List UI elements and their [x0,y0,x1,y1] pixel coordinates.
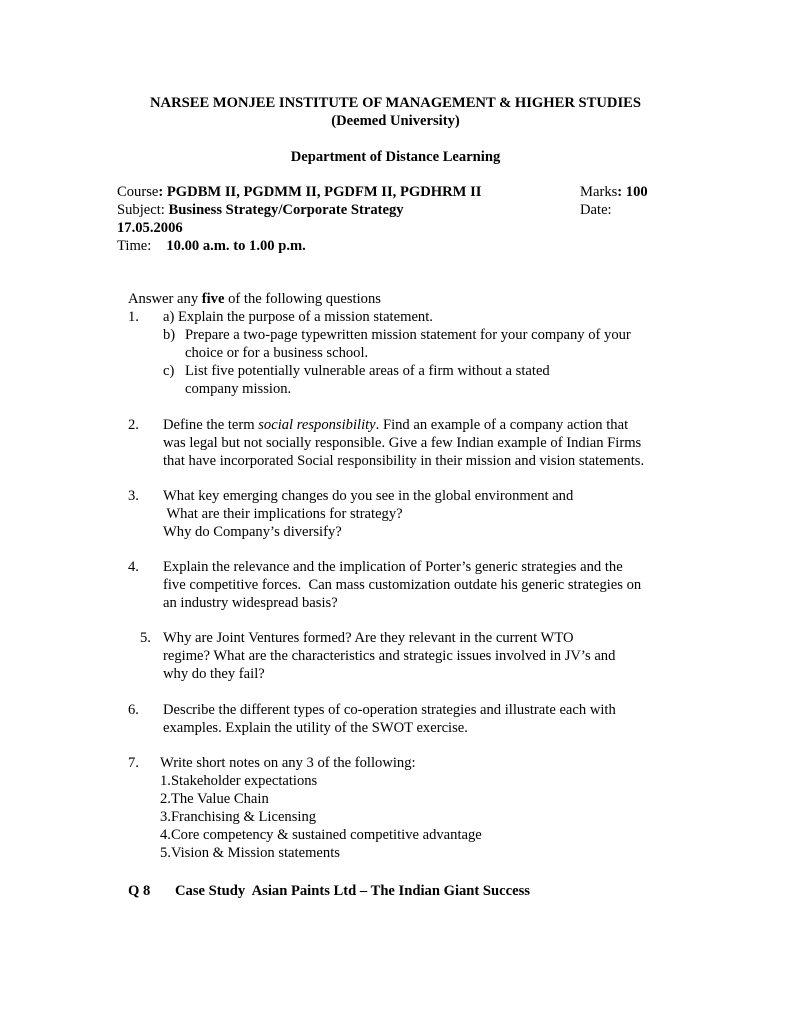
instructions-pre: Answer any [128,291,202,307]
time-line [117,237,306,255]
q7-item-5: 5.Vision & Mission statements [160,845,340,861]
q1-part-b-line1: Prepare a two-page typewritten mission statement for your company of your [185,327,631,343]
q7-item-1: 1.Stakeholder expectations [160,773,318,789]
q2-line1-post: . Find an example of a company action that [375,417,629,433]
subject-value: Business Strategy/Corporate Strategy [168,202,404,218]
q7-number: 7. [128,755,139,771]
q6-line1: Describe the different types of co-operation strategies and illustrate each with [163,702,616,718]
q1-part-c-line1: List five potentially vulnerable areas of a firm without a stated [185,363,550,379]
q3-line2: What are their implications for strategy? [163,506,403,522]
q7-intro: Write short notes on any 3 of the following: [160,755,416,771]
marks-label: Marks [580,184,618,200]
q6-line2: examples. Explain the utility of the SWOT exercise. [163,720,468,736]
q1-part-a: a) Explain the purpose of a mission statement. [163,309,433,325]
q3-number: 3. [128,488,139,504]
course-line [117,183,481,201]
q1-number: 1. [128,309,139,325]
q2-number: 2. [128,417,139,433]
course-label: Course [117,184,159,200]
subject-label: Subject: [117,202,169,218]
institute-name: NARSEE MONJEE INSTITUTE OF MANAGEMENT & HIGHER STUDIES [150,95,641,111]
q7-item-2: 2.The Value Chain [160,791,269,807]
q4-number: 4. [128,559,139,575]
q1-part-b-line2: choice or for a business school. [185,345,369,361]
subject-line [117,201,404,219]
q5-line3: why do they fail? [163,666,265,682]
q8-title: Case Study Asian Paints Ltd – The Indian Giant Success [175,883,530,899]
q2-line1 [163,416,674,434]
date-label: Date: [580,202,612,218]
q5-number: 5. [140,630,151,646]
course-colon: : [158,184,164,200]
university-label: (Deemed University) [331,113,460,129]
q1-part-b-label: b) [163,327,176,343]
marks-value: : 100 [617,184,648,200]
q4-line2: five competitive forces. Can mass customization outdate his generic strategies on [163,577,642,593]
instructions-post: of the following questions [224,291,381,307]
q1-part-c-line2: company mission. [185,381,292,397]
q2-line2: was legal but not socially responsible. Give a few Indian example of Indian Firms [163,435,642,451]
instructions-emph: five [201,291,225,307]
instructions [128,290,381,308]
course-value: PGDBM II, PGDMM II, PGDFM II, PGDHRM II [163,184,482,200]
q2-line3: that have incorporated Social responsibility in their mission and vision statements. [163,453,645,469]
q3-line3: Why do Company’s diversify? [163,524,342,540]
q2-emph: social responsibility [258,417,376,433]
marks-line [580,183,648,201]
q6-number: 6. [128,702,139,718]
q1-part-c-label: c) [163,363,175,379]
q2-line1-pre: Define the term [163,417,259,433]
time-label: Time: [117,238,152,254]
q4-line1: Explain the relevance and the implication of Porter’s generic strategies and the [163,559,623,575]
department-name: Department of Distance Learning [290,149,501,165]
q4-line3: an industry widespread basis? [163,595,338,611]
q8-number: Q 8 [128,883,151,899]
q5-line2: regime? What are the characteristics and strategic issues involved in JV’s and [163,648,616,664]
q7-item-4: 4.Core competency & sustained competitive advantage [160,827,482,843]
q5-line1: Why are Joint Ventures formed? Are they relevant in the current WTO [163,630,574,646]
q7-item-3: 3.Franchising & Licensing [160,809,317,825]
q3-line1: What key emerging changes do you see in the global environment and [163,488,574,504]
time-value: 10.00 a.m. to 1.00 p.m. [166,238,306,254]
date-value: 17.05.2006 [117,220,183,236]
